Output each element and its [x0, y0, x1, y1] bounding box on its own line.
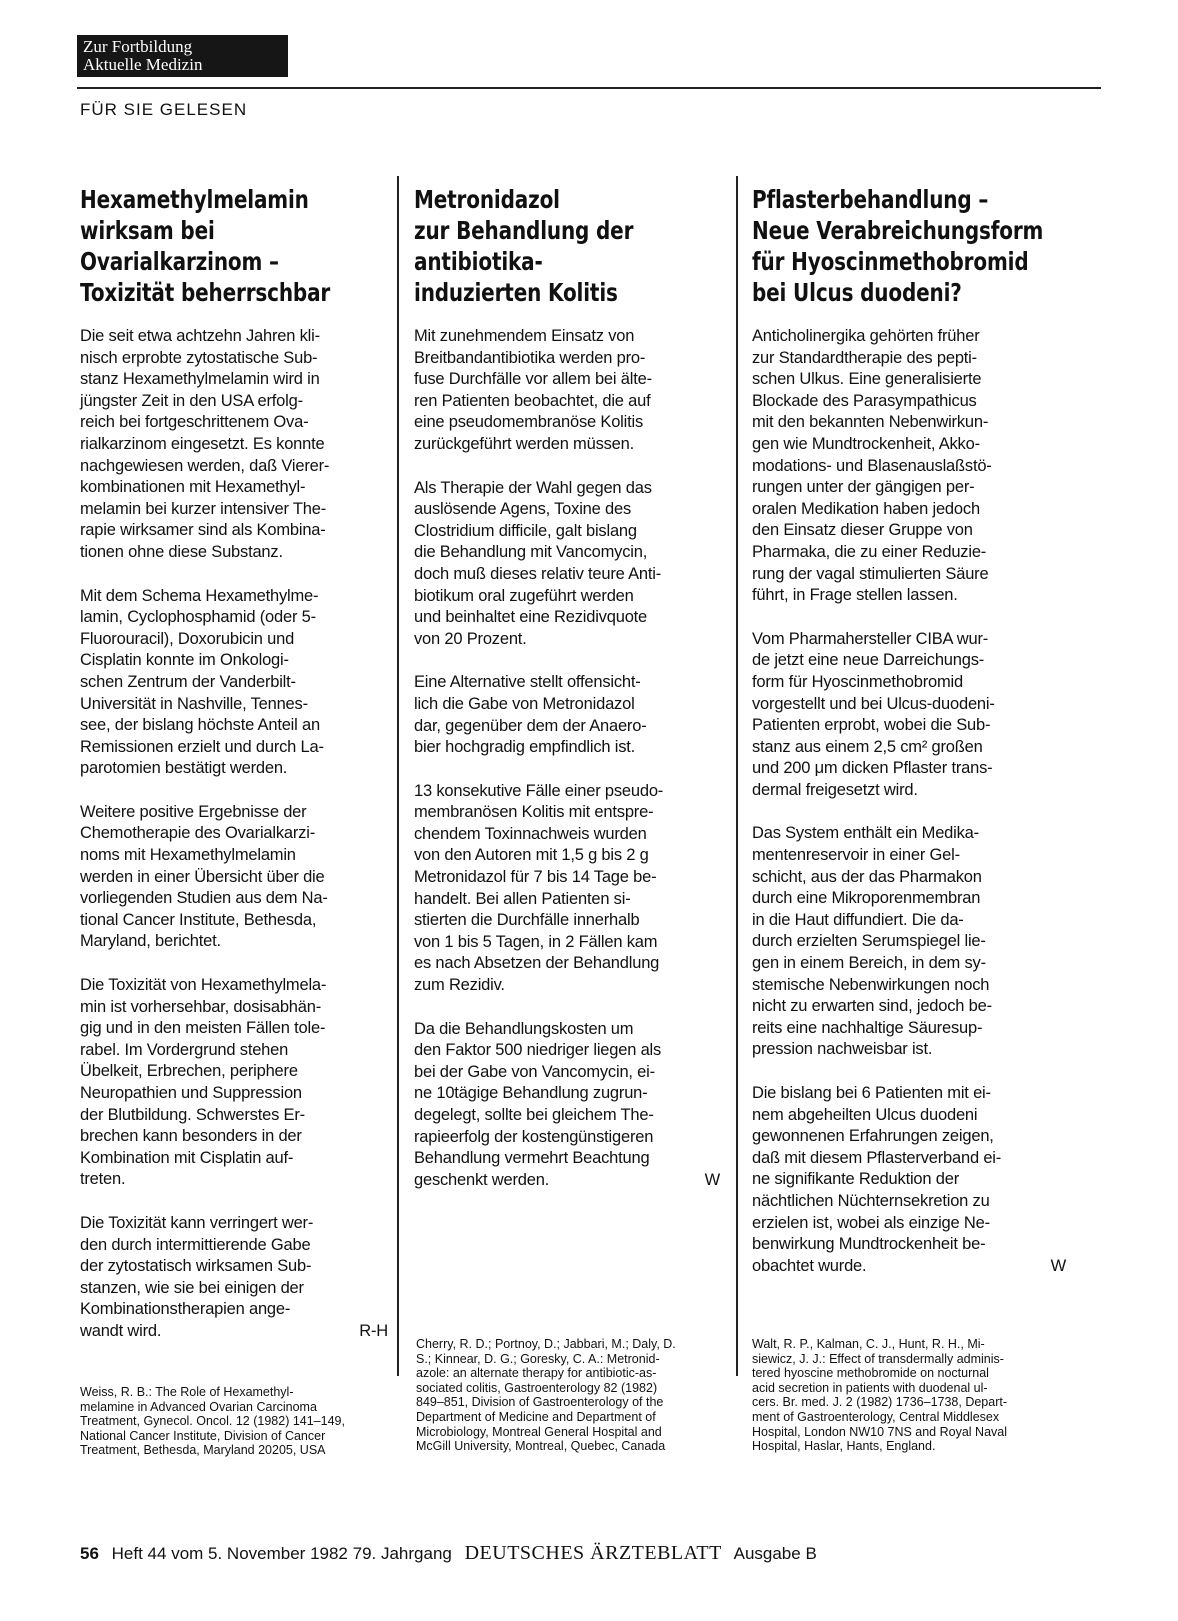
- paragraph: Die Toxizität von Hexamethylmela- min ist vorhersehbar, dosisabhän- gig und in den meisten Fällen tole- rabel. Im Vordergrund stehen Übelkeit, Erbrechen, periphere Neuropathien und Suppression der Blutbildung. Schwerstes Er- brechen kann besonders in der Kombination mit Cisplatin auf- treten.: [80, 976, 327, 1189]
- paragraph: 13 konsekutive Fälle einer pseudo- membranösen Kolitis mit entspre- chendem Toxinnachweis wurden von den Autoren mit 1,5 g bis 2 g Metronidazol für 7 bis 14 Tage be- handelt. Bei allen Patienten si- stierten die Durchfälle innerhalb von 1 bis 5 Tagen, in 2 Fällen kam es nach Absetzen der Behandlung zum Rezidiv.: [414, 781, 664, 995]
- paragraph: Eine Alternative stellt offensicht- lich die Gabe von Metronidazol dar, gegenüber dem der Anaero- bier hochgradig empfindlich ist.: [414, 673, 647, 757]
- paragraph: Die seit etwa achtzehn Jahren kli- nisch erprobte zytostatische Sub- stanz Hexamethylmelamin wird in jüngster Zeit in den USA erfolg- reich bei fortgeschrittenem Ova- rialkarzinom eingesetzt. Es konnte nachgewiesen werden, daß Vierer- kombinationen mit Hexamethyl- melamin bei kurzer intensiver The- rapie wirksamer sind als Kombina- tionen ohne diese Substanz.: [80, 327, 330, 561]
- paragraph: Weitere positive Ergebnisse der Chemotherapie des Ovarialkarzi- noms mit Hexamethylmelamin werden in einer Übersicht über die vorliegenden Studien aus dem Na- tional Cancer Institute, Bethesda, Maryland, berichtet.: [80, 802, 328, 951]
- magazine-name: DEUTSCHES ÄRZTEBLATT: [464, 1542, 722, 1564]
- section-tag: [77, 35, 288, 77]
- column-divider: [397, 176, 399, 1376]
- author-signature: W: [1050, 1256, 1066, 1275]
- reference: Walt, R. P., Kalman, C. J., Hunt, R. H., Mi- siewicz, J. J.: Effect of transdermally adminis- tered hyoscine methobromide on nocturnal acid secretion in patients with duodenal ul- cers. Br. med. J. 2 (1982) 1736–1738, Depart- ment of Gastroenterology, Central Middlesex Hospital, London NW10 7NS and Royal Naval Hospital, Haslar, Hants, England.: [752, 1337, 1007, 1454]
- article-title: Metronidazol zur Behandlung der antibiotika- induzierten Kolitis: [414, 185, 634, 307]
- paragraph: Mit zunehmendem Einsatz von Breitbandantibiotika werden pro- fuse Durchfälle vor allem bei älte- ren Patienten beobachtet, die auf eine pseudomembranöse Kolitis zurückgeführt werden müssen.: [414, 327, 652, 453]
- article-3: [752, 184, 1072, 308]
- reference: Weiss, R. B.: The Role of Hexamethyl- melamine in Advanced Ovarian Carcinoma Treatment, Gynecol. Oncol. 12 (1982) 141–149, National Cancer Institute, Division of Cancer Treatment, Bethesda, Maryland 20205, USA: [80, 1385, 345, 1458]
- paragraph: Als Therapie der Wahl gegen das auslösende Agens, Toxine des Clostridium difficile, galt bislang die Behandlung mit Vancomycin, doch muß dieses relativ teure Anti- biotikum oral zugeführt werden und beinhaltet eine Rezidivquote von 20 Prozent.: [414, 478, 662, 648]
- author-signature: W: [704, 1170, 720, 1189]
- paragraph: Da die Behandlungskosten um den Faktor 500 niedriger liegen als bei der Gabe von Vancomycin, ei- ne 10tägige Behandlung zugrun- degelegt, sollte bei gleichem The- rapieerfolg der kostengünstigeren Behandlung vermehrt Beachtung geschenkt werden.: [414, 1019, 662, 1189]
- article-1: [80, 184, 380, 308]
- article-2-body: [414, 326, 724, 1191]
- section-tag-line2: Aktuelle Medizin: [83, 55, 203, 74]
- reference: Cherry, R. D.; Portnoy, D.; Jabbari, M.; Daly, D. S.; Kinnear, D. G.; Goresky, C. A.: Metronid- azole: an alternate therapy for antibiotic-as- sociated colitis, Gastroenterology 82 (1982) 849–851, Division of Gastroenterology of the Department of Medicine and Department of Microbiology, Montreal General Hospital and McGill University, Montreal, Quebec, Canada: [416, 1337, 676, 1454]
- top-rule: [77, 87, 1101, 89]
- edition: Ausgabe B: [733, 1544, 817, 1563]
- section-title: FÜR SIE GELESEN: [80, 100, 248, 119]
- article-3-body: [752, 326, 1070, 1277]
- section-tag-line1: Zur Fortbildung: [83, 37, 193, 56]
- author-signature: R-H: [359, 1321, 388, 1340]
- paragraph: Die Toxizität kann verringert wer- den durch intermittierende Gabe der zytostatisch wirksamen Sub- stanzen, wie sie bei einigen der Kombinationstherapien ange- wandt wird.: [80, 1213, 314, 1340]
- article-2: [414, 184, 724, 308]
- page-number: 56: [80, 1544, 99, 1563]
- page-footer: [80, 1542, 817, 1565]
- article-1-body: [80, 326, 392, 1343]
- paragraph: Vom Pharmahersteller CIBA wur- de jetzt eine neue Darreichungs- form für Hyoscinmethobromid vorgestellt und bei Ulcus-duodeni- Patienten erprobt, wobei die Sub- stanz aus einem 2,5 cm² großen und 200 μm dicken Pflaster trans- dermal freigesetzt wird.: [752, 629, 995, 799]
- issue-info: Heft 44 vom 5. November 1982 79. Jahrgang: [111, 1544, 452, 1563]
- paragraph: Die bislang bei 6 Patienten mit ei- nem abgeheilten Ulcus duodeni gewonnenen Erfahrungen zeigen, daß mit diesem Pflasterverband ei- ne signifikante Reduktion der nächtlichen Nüchternsekretion zu erzielen ist, wobei als einzige Ne- benwirkung Mundtrockenheit be- obachtet wurde.: [752, 1084, 1002, 1275]
- paragraph: Anticholinergika gehörten früher zur Standardtherapie des pepti- schen Ulkus. Eine generalisierte Blockade des Parasympathicus mit den bekannten Nebenwirkun- gen wie Mundtrockenheit, Akko- modations- und Blasenauslaßstö- rungen unter der gängigen per- oralen Medikation haben jedoch den Einsatz dieser Gruppe von Pharmaka, die zu einer Reduzie- rung der vagal stimulierten Säure führt, in Frage stellen lassen.: [752, 327, 992, 605]
- article-title: Hexamethylmelamin wirksam bei Ovarialkarzinom – Toxizität beherrschbar: [80, 185, 331, 307]
- paragraph: Das System enthält ein Medika- mentenreservoir in einer Gel- schicht, aus der das Pharmakon durch eine Mikroporenmembran in die Haut diffundiert. Die da- durch erzielten Serumspiegel lie- gen in einem Bereich, in dem sy- stemische Nebenwirkungen noch nicht zu erwarten sind, jedoch be- reits eine nachhaltige Säuresup- pression nachweisbar ist.: [752, 824, 992, 1059]
- paragraph: Mit dem Schema Hexamethylme- lamin, Cyclophosphamid (oder 5- Fluorouracil), Doxorubicin und Cisplatin konnte im Onkologi- schen Zentrum der Vanderbilt- Universität in Nashville, Tennes- see, der bislang höchste Anteil an Remissionen erzielt und durch La- parotomien bestätigt werden.: [80, 586, 324, 778]
- column-divider: [736, 176, 738, 1376]
- article-title: Pflasterbehandlung – Neue Verabreichungsform für Hyoscinmethobromid bei Ulcus duodeni?: [752, 185, 1044, 307]
